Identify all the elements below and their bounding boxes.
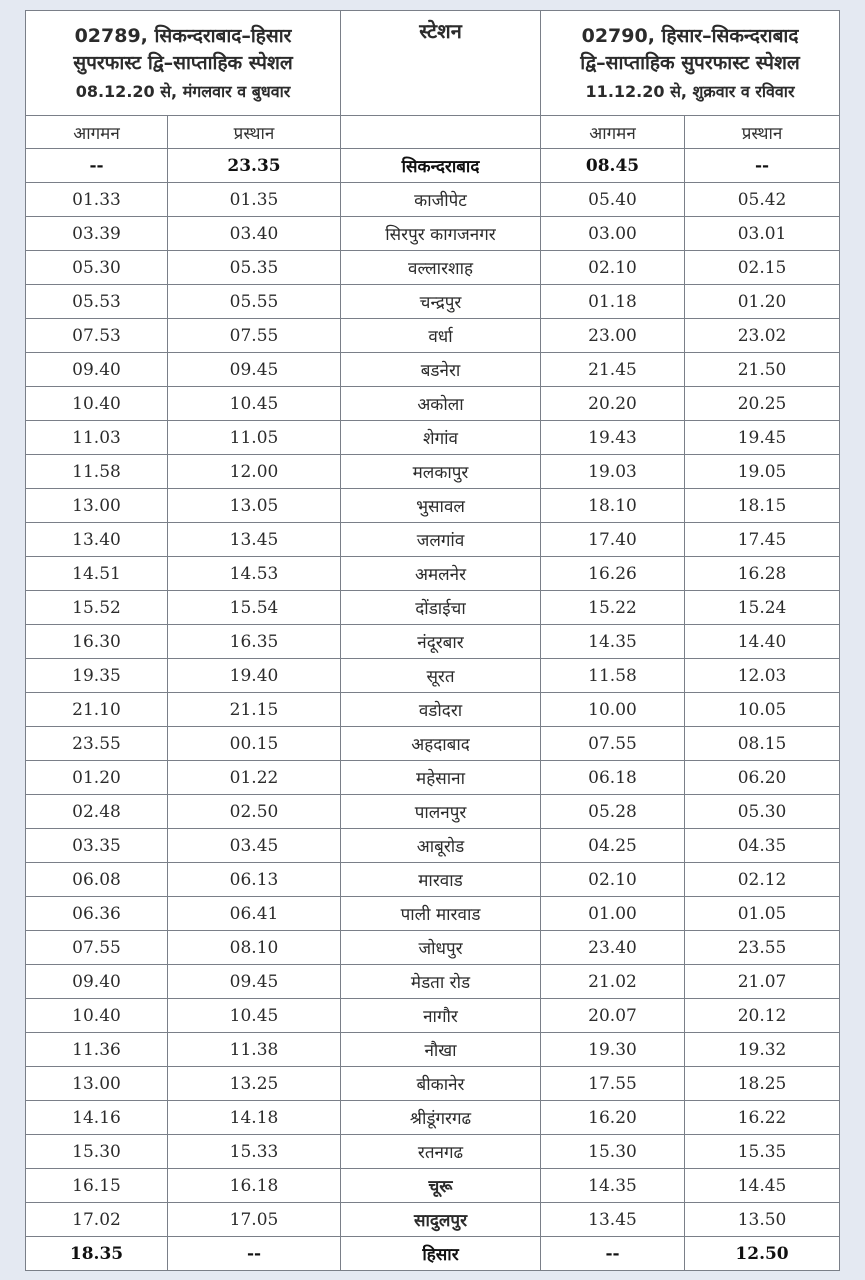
down-departure-cell: 02.15 xyxy=(685,251,840,285)
up-arrival-cell: 11.58 xyxy=(26,455,168,489)
down-departure-cell: 21.50 xyxy=(685,353,840,387)
up-departure-cell: 08.10 xyxy=(168,931,341,965)
station-name-cell: सादुलपुर xyxy=(341,1203,541,1237)
down-arrival-cell: 17.55 xyxy=(541,1067,685,1101)
station-name-cell: अहदाबाद xyxy=(341,727,541,761)
down-departure-cell: 02.12 xyxy=(685,863,840,897)
up-departure-cell: 15.33 xyxy=(168,1135,341,1169)
up-arrival-cell: 18.35 xyxy=(26,1237,168,1271)
header-row xyxy=(26,11,840,116)
up-arrival-cell: 15.52 xyxy=(26,591,168,625)
down-train-title: 02790, हिसार–सिकन्दराबाद xyxy=(581,24,799,47)
up-departure-cell: 15.54 xyxy=(168,591,341,625)
up-departure-cell: -- xyxy=(168,1237,341,1271)
down-arrival-header: आगमन xyxy=(541,116,685,149)
up-arrival-cell: 16.30 xyxy=(26,625,168,659)
station-name-cell: महेसाना xyxy=(341,761,541,795)
down-departure-cell: 15.24 xyxy=(685,591,840,625)
down-arrival-cell: -- xyxy=(541,1237,685,1271)
station-name-cell: शेगांव xyxy=(341,421,541,455)
down-arrival-cell: 07.55 xyxy=(541,727,685,761)
table-row xyxy=(26,251,840,285)
down-departure-cell: 15.35 xyxy=(685,1135,840,1169)
down-arrival-cell: 19.30 xyxy=(541,1033,685,1067)
up-departure-cell: 21.15 xyxy=(168,693,341,727)
down-departure-cell: 03.01 xyxy=(685,217,840,251)
up-arrival-cell: 09.40 xyxy=(26,353,168,387)
station-name-cell: जोधपुर xyxy=(341,931,541,965)
up-arrival-cell: 03.39 xyxy=(26,217,168,251)
station-name-cell: चूरू xyxy=(341,1169,541,1203)
up-arrival-cell: 01.33 xyxy=(26,183,168,217)
station-name-cell: वल्लारशाह xyxy=(341,251,541,285)
down-arrival-cell: 15.30 xyxy=(541,1135,685,1169)
up-arrival-cell: 06.36 xyxy=(26,897,168,931)
down-train-schedule: 11.12.20 से, शुक्रवार व रविवार xyxy=(585,81,795,101)
subheader-row xyxy=(26,116,840,149)
table-row xyxy=(26,217,840,251)
up-arrival-cell: 10.40 xyxy=(26,387,168,421)
up-train-type: सुपरफास्ट द्वि–साप्ताहिक स्पेशल xyxy=(73,52,293,75)
up-departure-cell: 16.35 xyxy=(168,625,341,659)
station-name-cell: काजीपेट xyxy=(341,183,541,217)
table-row xyxy=(26,897,840,931)
up-arrival-cell: 14.51 xyxy=(26,557,168,591)
down-arrival-cell: 01.18 xyxy=(541,285,685,319)
station-name-cell: सिकन्दराबाद xyxy=(341,149,541,183)
station-name-cell: आबूरोड xyxy=(341,829,541,863)
down-arrival-cell: 01.00 xyxy=(541,897,685,931)
up-arrival-header: आगमन xyxy=(26,116,168,149)
down-departure-cell: 19.05 xyxy=(685,455,840,489)
table-row xyxy=(26,557,840,591)
train-timetable xyxy=(25,10,840,1271)
table-row xyxy=(26,455,840,489)
up-departure-cell: 13.45 xyxy=(168,523,341,557)
up-departure-cell: 07.55 xyxy=(168,319,341,353)
down-departure-cell: 04.35 xyxy=(685,829,840,863)
down-arrival-cell: 10.00 xyxy=(541,693,685,727)
station-name-cell: नौखा xyxy=(341,1033,541,1067)
up-departure-cell: 16.18 xyxy=(168,1169,341,1203)
up-arrival-cell: 01.20 xyxy=(26,761,168,795)
up-arrival-cell: 21.10 xyxy=(26,693,168,727)
station-name-cell: मेडता रोड xyxy=(341,965,541,999)
table-row xyxy=(26,965,840,999)
table-row xyxy=(26,183,840,217)
table-row xyxy=(26,829,840,863)
up-train-schedule: 08.12.20 से, मंगलवार व बुधवार xyxy=(75,81,291,101)
station-name-cell: चन्द्रपुर xyxy=(341,285,541,319)
down-departure-cell: 18.25 xyxy=(685,1067,840,1101)
down-departure-cell: 08.15 xyxy=(685,727,840,761)
table-row xyxy=(26,1101,840,1135)
table-row xyxy=(26,1169,840,1203)
up-arrival-cell: 11.03 xyxy=(26,421,168,455)
down-departure-cell: 23.02 xyxy=(685,319,840,353)
down-departure-cell: 20.25 xyxy=(685,387,840,421)
down-departure-cell: 19.32 xyxy=(685,1033,840,1067)
down-departure-cell: 01.20 xyxy=(685,285,840,319)
station-name-cell: नंदूरबार xyxy=(341,625,541,659)
down-departure-header: प्रस्थान xyxy=(685,116,840,149)
station-subheader-blank xyxy=(341,116,541,149)
up-departure-cell: 14.53 xyxy=(168,557,341,591)
down-departure-cell: 16.22 xyxy=(685,1101,840,1135)
station-header: स्टेशन xyxy=(341,11,541,116)
table-row xyxy=(26,1067,840,1101)
down-arrival-cell: 06.18 xyxy=(541,761,685,795)
down-departure-cell: 05.30 xyxy=(685,795,840,829)
up-departure-cell: 01.22 xyxy=(168,761,341,795)
table-row xyxy=(26,387,840,421)
up-arrival-cell: -- xyxy=(26,149,168,183)
down-arrival-cell: 13.45 xyxy=(541,1203,685,1237)
table-row xyxy=(26,1237,840,1271)
down-arrival-cell: 20.20 xyxy=(541,387,685,421)
down-arrival-cell: 19.43 xyxy=(541,421,685,455)
up-departure-cell: 09.45 xyxy=(168,965,341,999)
station-name-cell: अमलनेर xyxy=(341,557,541,591)
up-departure-cell: 06.41 xyxy=(168,897,341,931)
station-name-cell: बडनेरा xyxy=(341,353,541,387)
up-departure-cell: 11.38 xyxy=(168,1033,341,1067)
up-departure-cell: 05.35 xyxy=(168,251,341,285)
table-row xyxy=(26,931,840,965)
down-arrival-cell: 23.00 xyxy=(541,319,685,353)
down-arrival-cell: 02.10 xyxy=(541,251,685,285)
down-arrival-cell: 19.03 xyxy=(541,455,685,489)
down-departure-cell: 14.45 xyxy=(685,1169,840,1203)
up-arrival-cell: 06.08 xyxy=(26,863,168,897)
down-arrival-cell: 16.20 xyxy=(541,1101,685,1135)
up-departure-cell: 13.05 xyxy=(168,489,341,523)
down-departure-cell: 14.40 xyxy=(685,625,840,659)
table-row xyxy=(26,591,840,625)
down-departure-cell: 17.45 xyxy=(685,523,840,557)
table-row xyxy=(26,761,840,795)
up-arrival-cell: 17.02 xyxy=(26,1203,168,1237)
up-departure-cell: 06.13 xyxy=(168,863,341,897)
table-row xyxy=(26,523,840,557)
table-row xyxy=(26,353,840,387)
up-departure-cell: 10.45 xyxy=(168,999,341,1033)
down-arrival-cell: 23.40 xyxy=(541,931,685,965)
up-departure-cell: 14.18 xyxy=(168,1101,341,1135)
down-departure-cell: 05.42 xyxy=(685,183,840,217)
up-departure-cell: 03.40 xyxy=(168,217,341,251)
up-arrival-cell: 07.53 xyxy=(26,319,168,353)
down-departure-cell: 20.12 xyxy=(685,999,840,1033)
up-arrival-cell: 05.30 xyxy=(26,251,168,285)
up-departure-cell: 13.25 xyxy=(168,1067,341,1101)
table-row xyxy=(26,659,840,693)
table-row xyxy=(26,693,840,727)
up-arrival-cell: 14.16 xyxy=(26,1101,168,1135)
station-name-cell: श्रीडूंगरगढ xyxy=(341,1101,541,1135)
up-arrival-cell: 13.40 xyxy=(26,523,168,557)
down-train-header xyxy=(541,11,840,116)
station-name-cell: रतनगढ xyxy=(341,1135,541,1169)
up-train-title: 02789, सिकन्दराबाद–हिसार xyxy=(74,24,292,47)
down-train-type: द्वि–साप्ताहिक सुपरफास्ट स्पेशल xyxy=(580,52,800,75)
table-row xyxy=(26,1135,840,1169)
down-arrival-cell: 21.45 xyxy=(541,353,685,387)
down-departure-cell: -- xyxy=(685,149,840,183)
down-departure-cell: 10.05 xyxy=(685,693,840,727)
station-name-cell: पाली मारवाड xyxy=(341,897,541,931)
up-arrival-cell: 05.53 xyxy=(26,285,168,319)
up-arrival-cell: 16.15 xyxy=(26,1169,168,1203)
down-arrival-cell: 14.35 xyxy=(541,625,685,659)
down-arrival-cell: 15.22 xyxy=(541,591,685,625)
down-arrival-cell: 05.40 xyxy=(541,183,685,217)
up-departure-cell: 03.45 xyxy=(168,829,341,863)
down-arrival-cell: 17.40 xyxy=(541,523,685,557)
up-arrival-cell: 03.35 xyxy=(26,829,168,863)
station-name-cell: अकोला xyxy=(341,387,541,421)
station-name-cell: भुसावल xyxy=(341,489,541,523)
down-arrival-cell: 21.02 xyxy=(541,965,685,999)
down-arrival-cell: 16.26 xyxy=(541,557,685,591)
table-row xyxy=(26,999,840,1033)
up-arrival-cell: 09.40 xyxy=(26,965,168,999)
down-departure-cell: 06.20 xyxy=(685,761,840,795)
table-row xyxy=(26,727,840,761)
down-departure-cell: 16.28 xyxy=(685,557,840,591)
table-row xyxy=(26,149,840,183)
station-name-cell: दोंडाईचा xyxy=(341,591,541,625)
down-arrival-cell: 14.35 xyxy=(541,1169,685,1203)
station-name-cell: नागौर xyxy=(341,999,541,1033)
up-departure-cell: 12.00 xyxy=(168,455,341,489)
up-arrival-cell: 10.40 xyxy=(26,999,168,1033)
up-departure-cell: 17.05 xyxy=(168,1203,341,1237)
down-arrival-cell: 02.10 xyxy=(541,863,685,897)
table-row xyxy=(26,863,840,897)
down-departure-cell: 19.45 xyxy=(685,421,840,455)
up-departure-cell: 01.35 xyxy=(168,183,341,217)
station-name-cell: सूरत xyxy=(341,659,541,693)
station-name-cell: वडोदरा xyxy=(341,693,541,727)
station-name-cell: सिरपुर कागजनगर xyxy=(341,217,541,251)
down-arrival-cell: 08.45 xyxy=(541,149,685,183)
up-departure-cell: 19.40 xyxy=(168,659,341,693)
down-departure-cell: 21.07 xyxy=(685,965,840,999)
station-name-cell: वर्धा xyxy=(341,319,541,353)
up-departure-cell: 05.55 xyxy=(168,285,341,319)
up-departure-cell: 10.45 xyxy=(168,387,341,421)
down-arrival-cell: 20.07 xyxy=(541,999,685,1033)
table-row xyxy=(26,319,840,353)
table-row xyxy=(26,625,840,659)
station-name-cell: जलगांव xyxy=(341,523,541,557)
up-arrival-cell: 19.35 xyxy=(26,659,168,693)
table-row xyxy=(26,795,840,829)
up-arrival-cell: 15.30 xyxy=(26,1135,168,1169)
station-name-cell: मलकापुर xyxy=(341,455,541,489)
down-departure-cell: 13.50 xyxy=(685,1203,840,1237)
table-row xyxy=(26,1033,840,1067)
up-arrival-cell: 13.00 xyxy=(26,1067,168,1101)
table-row xyxy=(26,489,840,523)
up-departure-cell: 11.05 xyxy=(168,421,341,455)
down-arrival-cell: 03.00 xyxy=(541,217,685,251)
down-departure-cell: 18.15 xyxy=(685,489,840,523)
down-arrival-cell: 05.28 xyxy=(541,795,685,829)
down-arrival-cell: 11.58 xyxy=(541,659,685,693)
down-arrival-cell: 04.25 xyxy=(541,829,685,863)
down-departure-cell: 01.05 xyxy=(685,897,840,931)
table-row xyxy=(26,285,840,319)
up-train-header xyxy=(26,11,341,116)
table-row xyxy=(26,421,840,455)
station-name-cell: हिसार xyxy=(341,1237,541,1271)
table-row xyxy=(26,1203,840,1237)
station-name-cell: मारवाड xyxy=(341,863,541,897)
up-arrival-cell: 02.48 xyxy=(26,795,168,829)
down-departure-cell: 12.50 xyxy=(685,1237,840,1271)
down-departure-cell: 23.55 xyxy=(685,931,840,965)
up-arrival-cell: 13.00 xyxy=(26,489,168,523)
station-name-cell: पालनपुर xyxy=(341,795,541,829)
up-departure-header: प्रस्थान xyxy=(168,116,341,149)
up-arrival-cell: 11.36 xyxy=(26,1033,168,1067)
up-departure-cell: 09.45 xyxy=(168,353,341,387)
up-arrival-cell: 07.55 xyxy=(26,931,168,965)
up-departure-cell: 00.15 xyxy=(168,727,341,761)
station-name-cell: बीकानेर xyxy=(341,1067,541,1101)
up-departure-cell: 23.35 xyxy=(168,149,341,183)
up-arrival-cell: 23.55 xyxy=(26,727,168,761)
down-departure-cell: 12.03 xyxy=(685,659,840,693)
up-departure-cell: 02.50 xyxy=(168,795,341,829)
down-arrival-cell: 18.10 xyxy=(541,489,685,523)
